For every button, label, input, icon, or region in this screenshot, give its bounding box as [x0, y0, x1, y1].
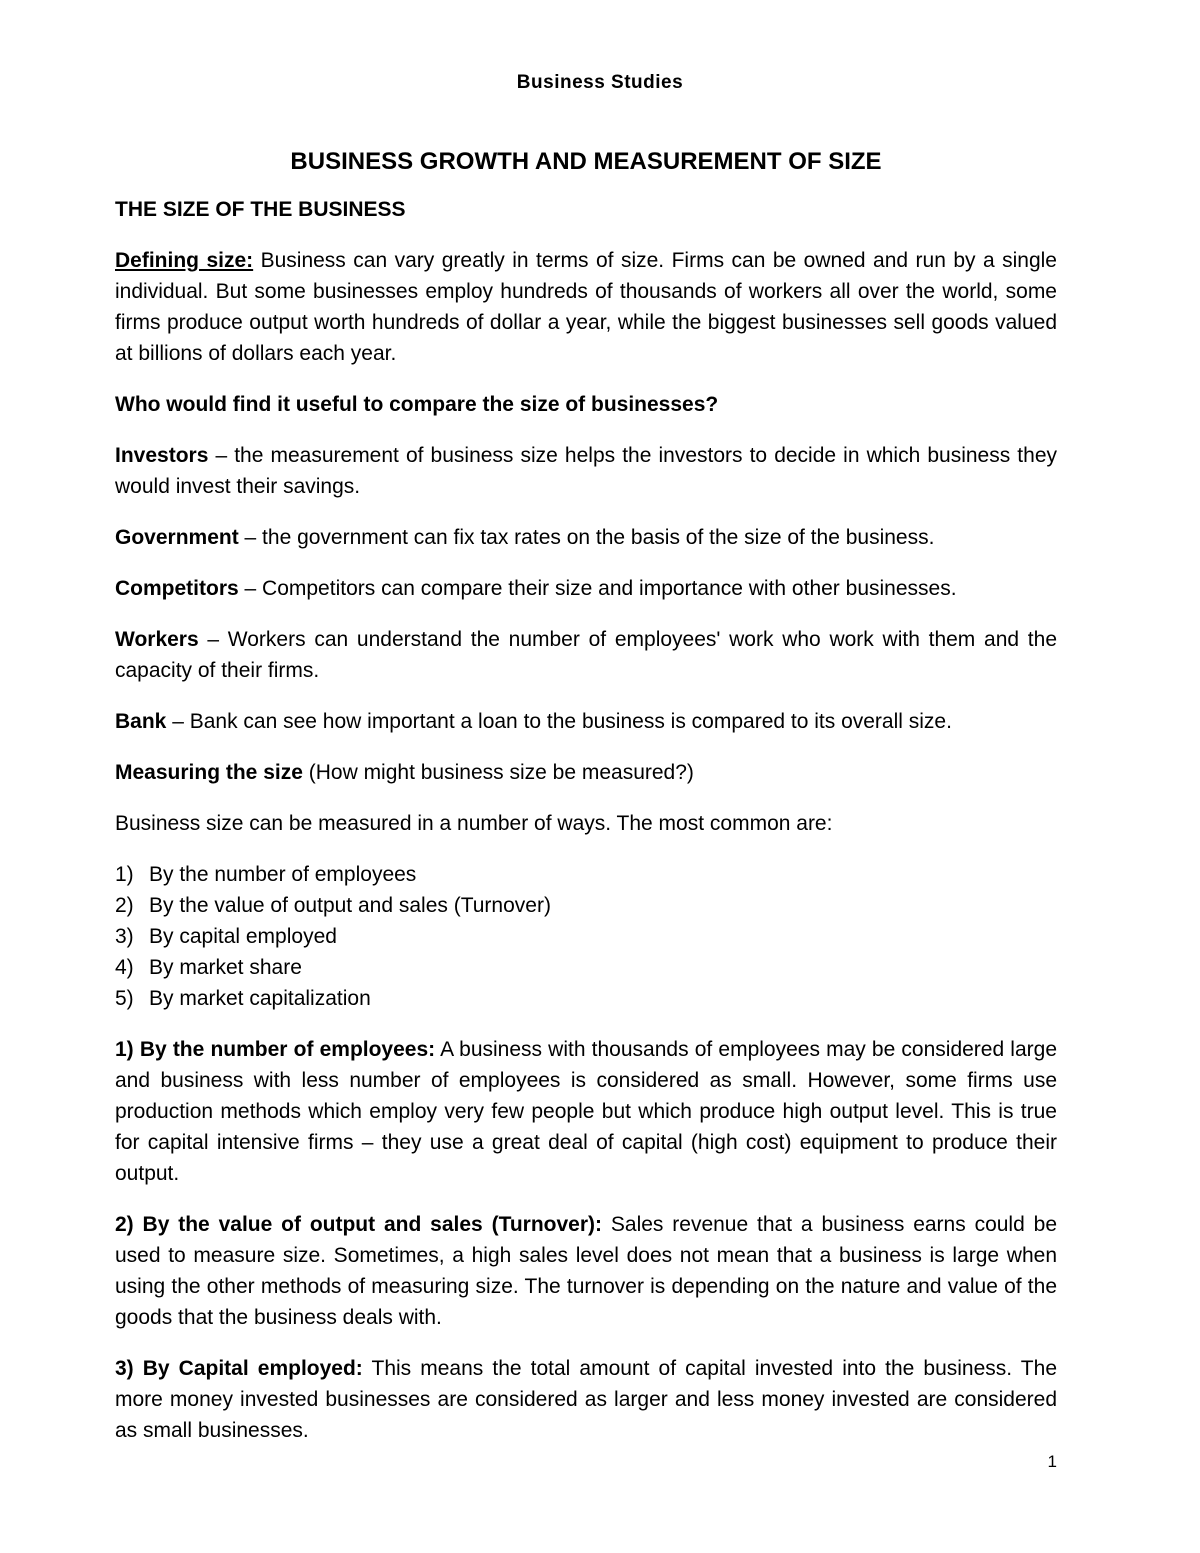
- document-body: [115, 146, 1057, 1466]
- defining-size-paragraph: [115, 245, 1057, 369]
- method-detail-text: Sales revenue that a business earns could be used to measure size. Sometimes, a high sales level does not mean that a business is large when using the other methods of measuring size. The turnover is depending on the nature and value of the goods that the business deals with.: [115, 1213, 1057, 1329]
- list-label: By market share: [149, 956, 302, 979]
- list-label: By the value of output and sales (Turnover): [149, 894, 551, 917]
- method-detail-paragraph: [115, 1209, 1057, 1333]
- list-item: [115, 983, 1057, 1014]
- method-detail-term: 1) By the number of employees:: [115, 1038, 436, 1061]
- stakeholder-term: Investors: [115, 444, 209, 467]
- stakeholder-paragraph: [115, 706, 1057, 737]
- stakeholder-text: – Workers can understand the number of employees' work who work with them and the capacity of their firms.: [115, 628, 1057, 682]
- stakeholder-text: – Bank can see how important a loan to the business is compared to its overall size.: [166, 710, 952, 733]
- method-detail-paragraph: [115, 1353, 1057, 1446]
- stakeholder-term: Bank: [115, 710, 167, 733]
- running-header: Business Studies: [516, 72, 684, 93]
- section-heading: THE SIZE OF THE BUSINESS: [115, 198, 406, 221]
- method-detail-paragraph: [115, 1034, 1057, 1189]
- stakeholder-paragraph: [115, 573, 1057, 604]
- measuring-text: (How might business size be measured?): [302, 761, 694, 784]
- stakeholder-term: Government: [115, 526, 239, 549]
- stakeholder-text: – Competitors can compare their size and importance with other businesses.: [238, 577, 957, 600]
- stakeholder-term: Competitors: [115, 577, 239, 600]
- measuring-intro: Business size can be measured in a number of ways. The most common are:: [115, 812, 833, 835]
- stakeholder-term: Workers: [115, 628, 199, 651]
- list-label: By the number of employees: [149, 863, 417, 886]
- defining-size-text: Business can vary greatly in terms of size. Firms can be owned and run by a single individual. But some businesses employ hundreds of thousands of workers all over the world, some firms produce output worth hundreds of dollar a year, while the biggest businesses sell goods valued at billions of dollars each year.: [115, 249, 1057, 365]
- question-heading: Who would find it useful to compare the size of businesses?: [115, 393, 719, 416]
- methods-list: [115, 859, 1057, 1014]
- list-label: By capital employed: [149, 925, 337, 948]
- method-detail-term: 3) By Capital employed:: [115, 1357, 363, 1380]
- measuring-term: Measuring the size: [115, 761, 303, 784]
- defining-size-term: Defining size:: [115, 249, 254, 272]
- measuring-heading: [115, 757, 1057, 788]
- method-detail-text: This means the total amount of capital invested into the business. The more money invested businesses are considered as larger and less money invested are considered as small businesses.: [115, 1357, 1057, 1442]
- list-number: 4): [115, 956, 134, 979]
- page-number: 1: [1047, 1452, 1057, 1471]
- stakeholder-text: – the government can fix tax rates on the basis of the size of the business.: [238, 526, 935, 549]
- stakeholder-paragraph: [115, 522, 1057, 553]
- list-item: [115, 890, 1057, 921]
- list-number: 5): [115, 987, 134, 1010]
- list-item: [115, 952, 1057, 983]
- list-number: 1): [115, 863, 134, 886]
- list-number: 2): [115, 894, 134, 917]
- method-detail-term: 2) By the value of output and sales (Turnover):: [115, 1213, 603, 1236]
- stakeholder-paragraph: [115, 440, 1057, 502]
- list-number: 3): [115, 925, 134, 948]
- stakeholder-paragraph: [115, 624, 1057, 686]
- list-item: [115, 859, 1057, 890]
- list-item: [115, 921, 1057, 952]
- method-detail-text: A business with thousands of employees may be considered large and business with less number of employees is considered as small. However, some firms use production methods which employ very few people but which produce high output level. This is true for capital intensive firms – they use a great deal of capital (high cost) equipment to produce their output.: [115, 1038, 1058, 1185]
- stakeholder-text: – the measurement of business size helps the investors to decide in which business they would invest their savings.: [115, 444, 1057, 498]
- document-title: BUSINESS GROWTH AND MEASUREMENT OF SIZE: [290, 148, 882, 175]
- list-label: By market capitalization: [149, 987, 371, 1010]
